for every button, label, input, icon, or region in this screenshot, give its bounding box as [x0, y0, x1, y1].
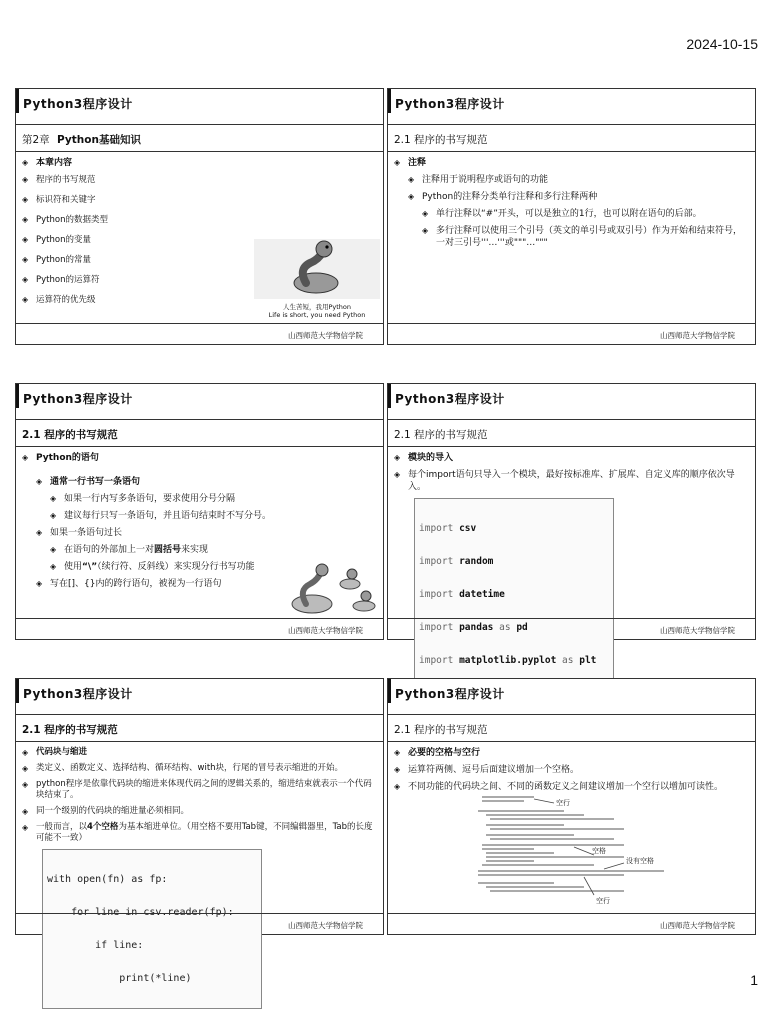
slide-footer: 山西师范大学物信学院: [16, 913, 383, 934]
section-heading: ◈ 注释: [394, 157, 749, 169]
slide-footer: 山西师范大学物信学院: [388, 323, 755, 344]
slide-subtitle: 2.1 程序的书写规范: [388, 419, 755, 447]
slide-footer: 山西师范大学物信学院: [16, 323, 383, 344]
slide-subtitle: [16, 124, 383, 152]
slide-6: [387, 678, 756, 935]
list-item: ◈ 写在[]、{}内的跨行语句，被视为一行语句: [36, 578, 377, 590]
slide-footer: 山西师范大学物信学院: [388, 913, 755, 934]
python-snake-mascot: [254, 239, 380, 319]
code-line: if line:: [47, 940, 144, 951]
slide-footer: 山西师范大学物信学院: [388, 618, 755, 639]
code-screenshot-image: [474, 791, 674, 911]
code-block: [414, 498, 614, 691]
slide-2: [387, 88, 756, 345]
slide-header: Python3程序设计: [388, 89, 755, 113]
chapter-number: 第2章: [22, 134, 50, 146]
list-item: ◈ Python的运算符: [22, 274, 377, 286]
code-module: matplotlib.pyplot: [459, 655, 557, 666]
code-line: [419, 589, 609, 600]
code-line: print(*line): [47, 973, 192, 984]
mascot-caption: [254, 303, 380, 319]
slide-header: Python3程序设计: [16, 384, 383, 408]
list-item: ◈ 类定义、函数定义、选择结构、循环结构、with块，行尾的冒号表示缩进的开始。: [22, 763, 377, 774]
list-item: ◈ 标识符和关键字: [22, 194, 377, 206]
slide-header: Python3程序设计: [16, 89, 383, 113]
mascot-caption-cn: 人生苦短，我用Python: [282, 303, 352, 311]
annotation-blank-line: 空行: [556, 799, 570, 807]
code-line: [419, 655, 609, 666]
list-item: ◈ 程序的书写规范: [22, 174, 377, 186]
slide-header: Python3程序设计: [388, 384, 755, 408]
list-item: ◈ 同一个级别的代码块的缩进量必须相同。: [22, 806, 377, 817]
code-keyword: import: [419, 622, 454, 633]
list-item: ◈ 单行注释以“#”开头，可以是独立的1行，也可以附在语句的后部。: [422, 208, 749, 220]
text-part: 使用: [64, 562, 83, 572]
annotation-no-space: 没有空格: [626, 857, 654, 865]
text-part: 在语句的外部加上一对: [64, 545, 155, 555]
list-item: ◈ Python的数据类型: [22, 214, 377, 226]
code-alias: pd: [516, 622, 528, 633]
list-item: [22, 822, 377, 844]
slide-subtitle: 2.1 程序的书写规范: [16, 714, 383, 742]
code-line: for line in csv.reader(fp):: [47, 907, 234, 918]
list-item: ◈ 运算符两侧、逗号后面建议增加一个空格。: [394, 764, 749, 776]
list-item: ◈ 通常一行书写一条语句: [36, 476, 377, 488]
section-heading: ◈ 模块的导入: [394, 452, 749, 464]
slide-3: [15, 383, 384, 640]
section-heading: ◈ 必要的空格与空行: [394, 747, 749, 759]
snake-icon: [288, 562, 378, 616]
slide-subtitle: 2.1 程序的书写规范: [388, 714, 755, 742]
list-item: ◈ 建议每行只写一条语句，并且语句结束时不写分号。: [50, 510, 377, 522]
page-number: 1: [750, 972, 758, 988]
list-item: ◈ Python的注释分类单行注释和多行注释两种: [408, 191, 749, 203]
slide-footer: 山西师范大学物信学院: [16, 618, 383, 639]
slide-1: [15, 88, 384, 345]
code-module: pandas: [459, 622, 494, 633]
code-line: [419, 523, 609, 534]
slide-5: [15, 678, 384, 984]
list-item: ◈ 多行注释可以使用三个引号（英文的单引号或双引号）作为开始和结束符号，一对三引号'''…'''或"""…""": [422, 225, 749, 249]
section-heading: ◈ Python的语句: [22, 452, 377, 464]
slide-subtitle: 2.1 程序的书写规范: [16, 419, 383, 447]
text-part: 来实现: [181, 545, 209, 555]
text-emphasis: 圆括号: [154, 545, 182, 555]
mascot-caption-en: Life is short, you need Python: [268, 311, 366, 319]
python-snakes-mascot: [288, 562, 378, 620]
print-date: 2024-10-15: [686, 36, 758, 52]
text-part: 一般而言，以: [36, 822, 88, 832]
section-heading: ◈ 代码块与缩进: [22, 747, 377, 758]
code-module: random: [459, 556, 494, 567]
code-keyword: import: [419, 589, 454, 600]
code-keyword: as: [562, 655, 574, 666]
list-item: [50, 544, 377, 556]
list-item: ◈ Python的变量: [22, 234, 377, 246]
text-emphasis: “\”: [82, 562, 98, 572]
section-heading: ◈ 本章内容: [22, 157, 377, 169]
list-item: ◈ 如果一行内写多条语句，要求使用分号分隔: [50, 493, 377, 505]
code-keyword: import: [419, 655, 454, 666]
code-line: [419, 556, 609, 567]
list-item: ◈ Python的常量: [22, 254, 377, 266]
slide-body: [388, 151, 755, 323]
slide-subtitle: 2.1 程序的书写规范: [388, 124, 755, 152]
code-keyword: as: [499, 622, 511, 633]
annotation-blank-line: 空行: [596, 897, 610, 905]
slide-header: Python3程序设计: [16, 679, 383, 703]
text-part: 为基本缩进单位。（用空格不要用Tab键，不同编辑器里，Tab的长度可能不一致）: [36, 822, 373, 843]
chapter-title: Python基础知识: [57, 134, 141, 146]
code-module: csv: [459, 523, 477, 534]
slide-header: Python3程序设计: [388, 679, 755, 703]
code-alias: plt: [579, 655, 597, 666]
text-emphasis: 4个空格: [87, 822, 119, 832]
list-item: ◈ 注释用于说明程序或语句的功能: [408, 174, 749, 186]
code-screenshot: [474, 791, 674, 911]
annotation-space: 空格: [592, 847, 606, 855]
text-part: （续行符、反斜线）来实现分行书写功能: [97, 562, 255, 572]
list-item: ◈ 如果一条语句过长: [36, 527, 377, 539]
code-keyword: import: [419, 556, 454, 567]
list-item: ◈ 每个import语句只导入一个模块，最好按标准库、扩展库、自定义库的顺序依次导入。: [394, 469, 749, 493]
code-line: with open(fn) as fp:: [47, 874, 168, 885]
snake-icon: [254, 239, 380, 299]
code-module: datetime: [459, 589, 505, 600]
list-item: ◈ 不同功能的代码块之间、不同的函数定义之间建议增加一个空行以增加可读性。: [394, 781, 749, 793]
code-keyword: import: [419, 523, 454, 534]
list-item: ◈ 运算符的优先级: [22, 294, 377, 306]
list-item: ◈ python程序是依靠代码块的缩进来体现代码之间的逻辑关系的，缩进结束就表示一个代码块结束了。: [22, 779, 377, 801]
slide-4: [387, 383, 756, 666]
